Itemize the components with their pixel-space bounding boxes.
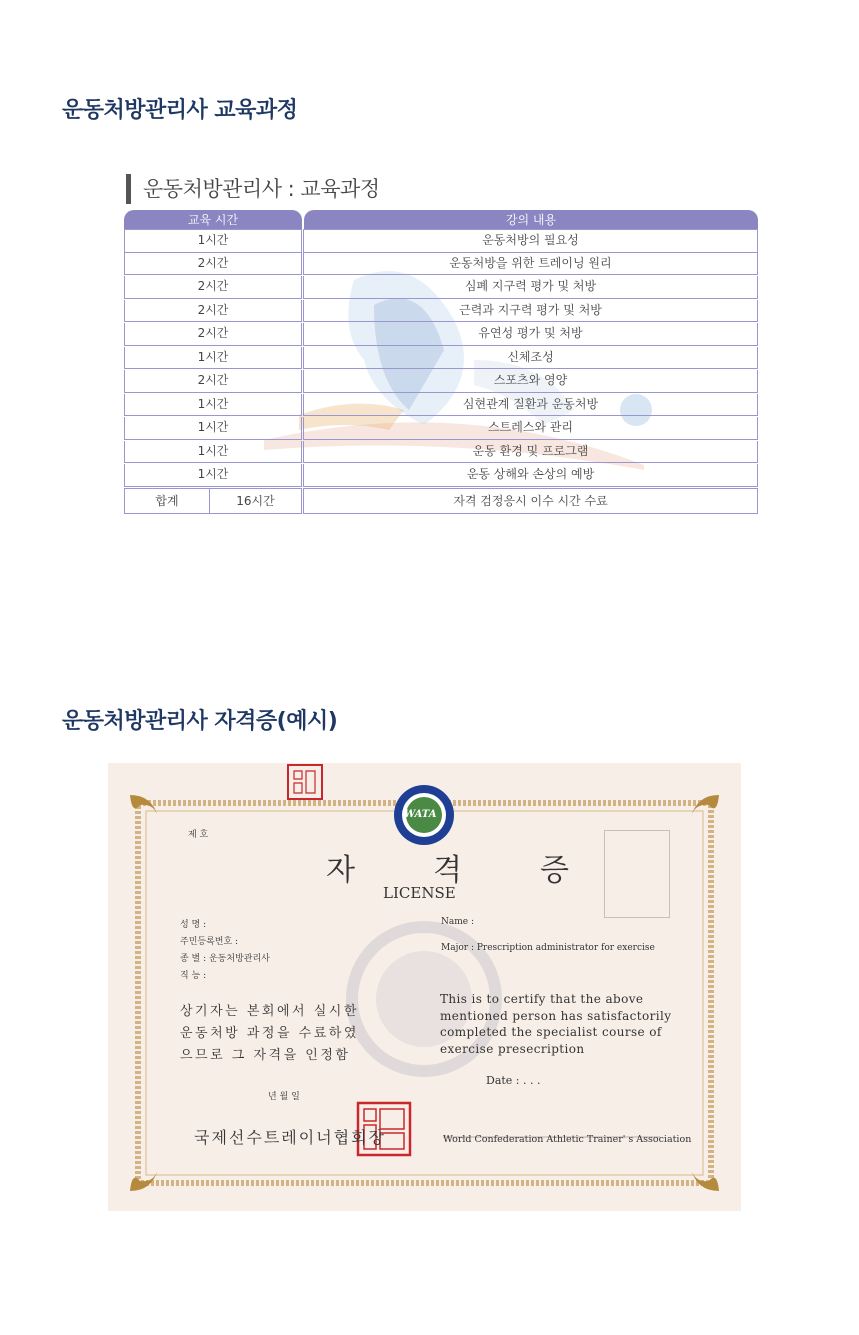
row-time: 2시간: [124, 276, 302, 299]
name-label: 성 명 :: [180, 920, 207, 930]
row-time: 2시간: [124, 253, 302, 276]
section-title-certificate: 운동처방관리사 자격증(예시): [62, 709, 338, 734]
id-label: 주민등록번호 :: [180, 937, 239, 947]
row-content: 스트레스와 관리: [303, 417, 758, 440]
row-time: 2시간: [124, 323, 302, 346]
issuer-en: World Confederation Athletic Trainer' s Association: [443, 1134, 692, 1145]
table-row: [124, 253, 758, 277]
row-content: 스포츠와 영양: [303, 370, 758, 393]
total-label: 합계: [124, 488, 210, 514]
row-content: 신체조성: [303, 347, 758, 370]
certificate-image: [108, 763, 741, 1211]
skill-label: 직 능 :: [180, 971, 207, 981]
total-value: 16시간: [209, 488, 302, 514]
row-time: 2시간: [124, 370, 302, 393]
cert-title-en: LICENSE: [383, 884, 456, 902]
header-content: 강의 내용: [304, 210, 758, 229]
row-time: 1시간: [124, 394, 302, 417]
table-row: [124, 417, 758, 441]
row-time: 2시간: [124, 300, 302, 323]
table-row: [124, 394, 758, 418]
row-content: 운동 환경 및 프로그램: [303, 441, 758, 464]
logo-text: WATA: [404, 809, 437, 820]
total-content: 자격 검정응시 이수 시간 수료: [303, 488, 758, 514]
row-content: 유연성 평가 및 처방: [303, 323, 758, 346]
course-table: [124, 210, 758, 515]
row-time: 1시간: [124, 417, 302, 440]
table-row: [124, 347, 758, 371]
table-row: [124, 229, 758, 253]
cert-number-label: 제 호: [188, 830, 209, 840]
row-content: 운동처방의 필요성: [303, 229, 758, 253]
table-row: [124, 441, 758, 465]
table-row: [124, 370, 758, 394]
row-content: 운동 상해와 손상의 예방: [303, 464, 758, 487]
row-content: 심현관계 질환과 운동처방: [303, 394, 758, 417]
table-row: [124, 323, 758, 347]
section-title-course: 운동처방관리사 교육과정: [62, 98, 298, 123]
header-time: 교육 시간: [124, 210, 302, 229]
top-seal-icon: [288, 765, 322, 799]
table-subtitle: 운동처방관리사 : 교육과정: [126, 174, 380, 204]
date-kor: 년 월 일: [268, 1092, 300, 1102]
issuer-kor: 국제선수트레이너협회장: [194, 1128, 387, 1147]
row-content: 근력과 지구력 평가 및 처방: [303, 300, 758, 323]
row-time: 1시간: [124, 347, 302, 370]
table-row: [124, 300, 758, 324]
row-time: 1시간: [124, 464, 302, 487]
table-row: [124, 276, 758, 300]
row-time: 1시간: [124, 441, 302, 464]
row-time: 1시간: [124, 229, 302, 253]
total-row: [124, 488, 758, 514]
photo-box: [604, 830, 670, 918]
row-content: 심폐 지구력 평가 및 처방: [303, 276, 758, 299]
date-en: Date : . . .: [486, 1074, 541, 1087]
name-en: Name :: [441, 917, 474, 927]
type-label: 종 별 : 운동처방관리사: [180, 954, 270, 964]
table-row: [124, 464, 758, 488]
major-en: Major : Prescription administrator for exercise: [441, 943, 655, 953]
row-content: 운동처방을 위한 트레이닝 원리: [303, 253, 758, 276]
cert-title-kor: 자격증: [326, 853, 647, 888]
body-en: This is to certify that the above mentioned person has satisfactorily completed the specialist course of exercise presecription: [440, 992, 672, 1056]
body-kor: 상기자는 본회에서 실시한 운동처방 과정을 수료하였 으므로 그 자격을 인정함: [180, 1004, 359, 1063]
